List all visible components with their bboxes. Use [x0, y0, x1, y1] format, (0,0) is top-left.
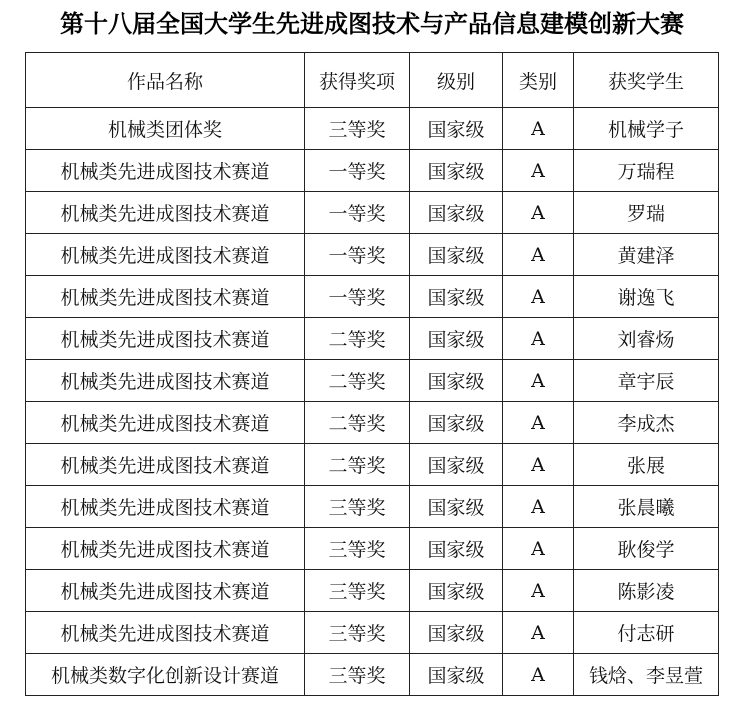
cell-level: 国家级	[410, 276, 503, 318]
cell-award: 三等奖	[305, 486, 410, 528]
table-row	[26, 360, 719, 402]
cell-students: 付志研	[574, 612, 719, 654]
cell-level: 国家级	[410, 612, 503, 654]
page-title: 第十八届全国大学生先进成图技术与产品信息建模创新大赛	[60, 10, 684, 38]
cell-students: 刘睿炀	[574, 318, 719, 360]
cell-award: 一等奖	[305, 234, 410, 276]
cell-category: A	[503, 402, 574, 444]
table-body	[26, 108, 719, 696]
header-students: 获奖学生	[574, 53, 719, 108]
cell-level: 国家级	[410, 654, 503, 696]
cell-work-name: 机械类先进成图技术赛道	[26, 234, 305, 276]
cell-students: 耿俊学	[574, 528, 719, 570]
cell-category: A	[503, 234, 574, 276]
awards-table	[25, 52, 719, 696]
table-row	[26, 486, 719, 528]
table-row	[26, 612, 719, 654]
cell-work-name: 机械类团体奖	[26, 108, 305, 150]
table-row	[26, 108, 719, 150]
cell-category: A	[503, 318, 574, 360]
cell-level: 国家级	[410, 150, 503, 192]
cell-work-name: 机械类先进成图技术赛道	[26, 318, 305, 360]
cell-work-name: 机械类先进成图技术赛道	[26, 276, 305, 318]
cell-level: 国家级	[410, 318, 503, 360]
table-row	[26, 654, 719, 696]
cell-award: 一等奖	[305, 150, 410, 192]
cell-level: 国家级	[410, 486, 503, 528]
cell-work-name: 机械类先进成图技术赛道	[26, 150, 305, 192]
cell-work-name: 机械类先进成图技术赛道	[26, 360, 305, 402]
header-category: 类别	[503, 53, 574, 108]
cell-work-name: 机械类先进成图技术赛道	[26, 570, 305, 612]
cell-award: 三等奖	[305, 654, 410, 696]
cell-award: 三等奖	[305, 528, 410, 570]
cell-level: 国家级	[410, 402, 503, 444]
cell-work-name: 机械类先进成图技术赛道	[26, 402, 305, 444]
cell-award: 三等奖	[305, 108, 410, 150]
table-row	[26, 150, 719, 192]
cell-work-name: 机械类先进成图技术赛道	[26, 612, 305, 654]
cell-work-name: 机械类先进成图技术赛道	[26, 192, 305, 234]
cell-students: 李成杰	[574, 402, 719, 444]
cell-category: A	[503, 444, 574, 486]
cell-work-name: 机械类数字化创新设计赛道	[26, 654, 305, 696]
cell-award: 二等奖	[305, 444, 410, 486]
cell-level: 国家级	[410, 192, 503, 234]
cell-students: 章宇辰	[574, 360, 719, 402]
cell-students: 钱焓、李昱萱	[574, 654, 719, 696]
cell-level: 国家级	[410, 234, 503, 276]
cell-level: 国家级	[410, 108, 503, 150]
cell-students: 谢逸飞	[574, 276, 719, 318]
cell-level: 国家级	[410, 570, 503, 612]
cell-award: 二等奖	[305, 360, 410, 402]
cell-category: A	[503, 486, 574, 528]
cell-category: A	[503, 150, 574, 192]
cell-award: 三等奖	[305, 570, 410, 612]
table-header-row	[26, 53, 719, 108]
cell-students: 张展	[574, 444, 719, 486]
cell-category: A	[503, 360, 574, 402]
cell-work-name: 机械类先进成图技术赛道	[26, 486, 305, 528]
cell-category: A	[503, 276, 574, 318]
table-row	[26, 528, 719, 570]
header-work-name: 作品名称	[26, 53, 305, 108]
table-row	[26, 192, 719, 234]
cell-award: 二等奖	[305, 318, 410, 360]
cell-students: 罗瑞	[574, 192, 719, 234]
table-row	[26, 444, 719, 486]
cell-work-name: 机械类先进成图技术赛道	[26, 528, 305, 570]
cell-students: 陈影凌	[574, 570, 719, 612]
cell-award: 一等奖	[305, 192, 410, 234]
cell-award: 一等奖	[305, 276, 410, 318]
cell-level: 国家级	[410, 444, 503, 486]
table-row	[26, 234, 719, 276]
cell-students: 黄建泽	[574, 234, 719, 276]
cell-category: A	[503, 108, 574, 150]
cell-level: 国家级	[410, 528, 503, 570]
cell-category: A	[503, 528, 574, 570]
header-level: 级别	[410, 53, 503, 108]
table-row	[26, 276, 719, 318]
cell-students: 张晨曦	[574, 486, 719, 528]
table-row	[26, 570, 719, 612]
cell-award: 二等奖	[305, 402, 410, 444]
cell-category: A	[503, 192, 574, 234]
table-row	[26, 402, 719, 444]
cell-category: A	[503, 570, 574, 612]
cell-students: 万瑞程	[574, 150, 719, 192]
cell-students: 机械学子	[574, 108, 719, 150]
table-row	[26, 318, 719, 360]
cell-award: 三等奖	[305, 612, 410, 654]
cell-work-name: 机械类先进成图技术赛道	[26, 444, 305, 486]
header-award: 获得奖项	[305, 53, 410, 108]
cell-level: 国家级	[410, 360, 503, 402]
cell-category: A	[503, 612, 574, 654]
cell-category: A	[503, 654, 574, 696]
